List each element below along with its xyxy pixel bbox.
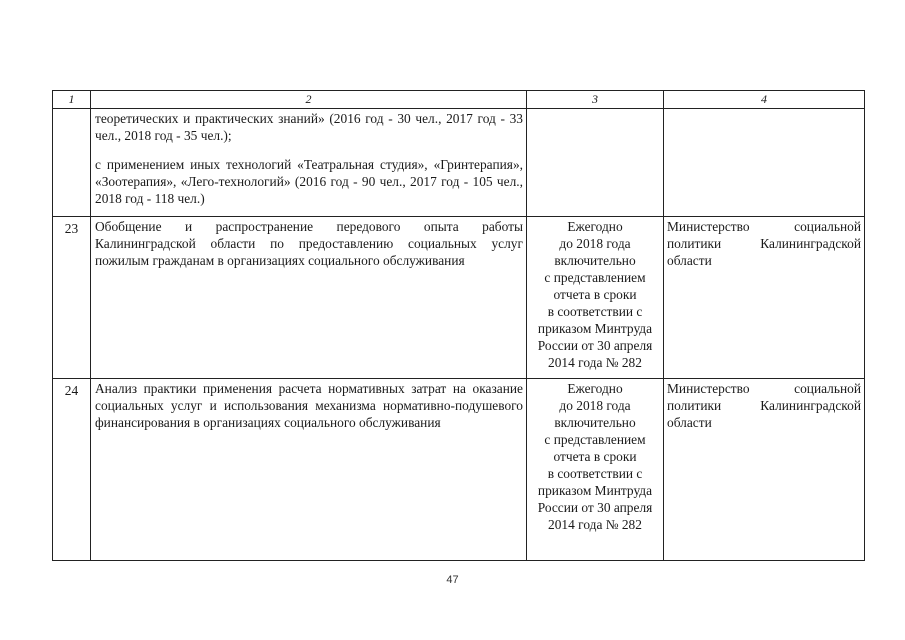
term-line: приказом Минтруда: [537, 483, 653, 498]
header-cell-3: 3: [527, 91, 664, 109]
row-number: 23: [53, 217, 91, 379]
term-line: России от 30 апреля: [537, 338, 653, 353]
term-line: 2014 года № 282: [548, 517, 642, 532]
term-line: отчета в сроки: [553, 449, 637, 464]
responsible-cell: [664, 109, 865, 217]
term-line: России от 30 апреля: [537, 500, 653, 515]
table-header-row: [53, 91, 865, 109]
header-cell-2: 2: [91, 91, 527, 109]
term-cell: [527, 379, 664, 561]
term-line: Ежегодно: [567, 219, 623, 234]
term-line: Ежегодно: [567, 381, 623, 396]
measure-text: Анализ практики применения расчета нормативных затрат на оказание социальных услуг и использования механизма нормативно-подушевого финансирования в организациях социального обслуживания: [95, 381, 523, 430]
term-line: до 2018 года: [559, 236, 631, 251]
term-line: включительно: [554, 415, 636, 430]
term-line: отчета в сроки: [553, 287, 637, 302]
page-number: 47: [446, 574, 459, 586]
term-line: до 2018 года: [559, 398, 631, 413]
measure-text: Обобщение и распространение передового опыта работы Калининградской области по предоставлению социальных услуг пожилым гражданам в организациях социального обслуживания: [95, 219, 523, 268]
measure-cell: [91, 379, 527, 561]
measure-cell: [91, 109, 527, 217]
header-cell-1: 1: [53, 91, 91, 109]
responsible-cell: Министерство социальной политики Калининградской области: [664, 379, 865, 561]
term-line: с представлением: [544, 432, 646, 447]
term-line: 2014 года № 282: [548, 355, 642, 370]
measure-text: с применением иных технологий «Театральная студия», «Гринтерапия», «Зоотерапия», «Лего-технологий» (2016 год - 90 чел., 2017 год - 105 чел., 2018 год - 118 чел.): [95, 157, 523, 206]
measure-text: теоретических и практических знаний» (2016 год - 30 чел., 2017 год - 33 чел., 2018 год - 35 чел.);: [95, 111, 523, 143]
term-line: включительно: [554, 253, 636, 268]
term-cell: [527, 109, 664, 217]
table-row: [53, 109, 865, 217]
term-line: в соответствии с: [547, 466, 643, 481]
row-number: [53, 109, 91, 217]
measure-cell: [91, 217, 527, 379]
table-row: [53, 217, 865, 379]
responsible-cell: Министерство социальной политики Калининградской области: [664, 217, 865, 379]
table-row: [53, 379, 865, 561]
term-cell: [527, 217, 664, 379]
term-line: с представлением: [544, 270, 646, 285]
plan-table: [52, 90, 865, 561]
header-cell-4: 4: [664, 91, 865, 109]
row-number: 24: [53, 379, 91, 561]
term-line: в соответствии с: [547, 304, 643, 319]
term-line: приказом Минтруда: [537, 321, 653, 336]
